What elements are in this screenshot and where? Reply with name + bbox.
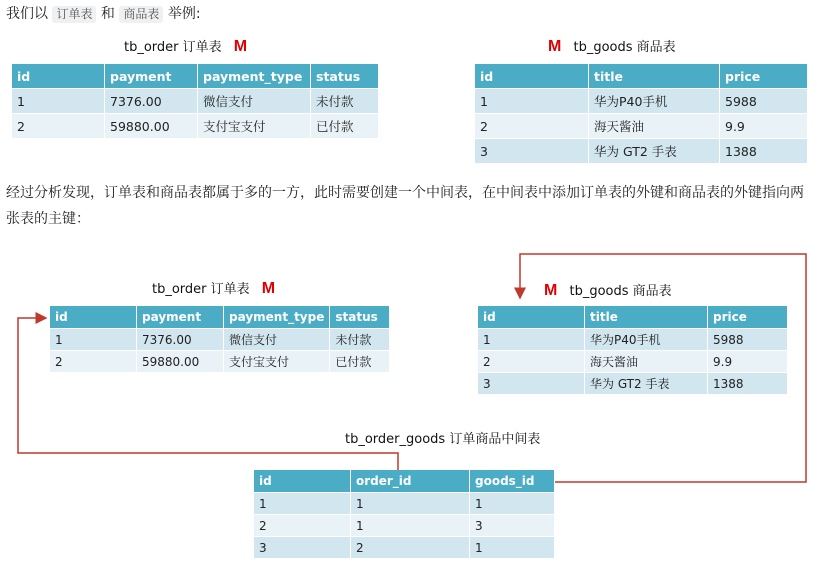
table-cell: 1 xyxy=(351,493,470,515)
table-cell: 3 xyxy=(475,139,589,164)
table-cell: 华为P40手机 xyxy=(589,89,720,114)
table-cell: 7376.00 xyxy=(137,329,224,351)
table-cell: 1388 xyxy=(720,139,808,164)
table-cell: 2 xyxy=(254,515,351,537)
code-goods-table: 商品表 xyxy=(119,6,163,23)
table-cell: 9.9 xyxy=(708,351,788,373)
column-header: status xyxy=(311,64,379,89)
table-cell: 1388 xyxy=(708,373,788,395)
table-cell: 2 xyxy=(50,351,137,373)
table-row xyxy=(478,329,788,351)
table-cell: 华为P40手机 xyxy=(585,329,708,351)
table-cell: 3 xyxy=(470,515,555,537)
table-row xyxy=(478,373,788,395)
table-cell: 1 xyxy=(351,515,470,537)
table-cell: 7376.00 xyxy=(105,89,198,114)
table-cell: 已付款 xyxy=(311,114,379,139)
m-label: M xyxy=(261,280,276,297)
column-header: payment_type xyxy=(198,64,311,89)
column-header: goods_id xyxy=(470,470,555,493)
table-row xyxy=(254,515,555,537)
table-cell: 3 xyxy=(254,537,351,559)
table-row xyxy=(50,351,390,373)
column-header: price xyxy=(720,64,808,89)
column-header: id xyxy=(254,470,351,493)
column-header: id xyxy=(50,306,137,329)
column-header: payment xyxy=(137,306,224,329)
table-cell: 微信支付 xyxy=(224,329,330,351)
table-cell: 微信支付 xyxy=(198,89,311,114)
table-cell: 2 xyxy=(475,114,589,139)
table-cell: 1 xyxy=(475,89,589,114)
order-goods-table-caption: tb_order_goods 订单商品中间表 xyxy=(345,432,541,447)
table-header-row xyxy=(50,306,390,329)
table-header-row xyxy=(478,306,788,329)
column-header: id xyxy=(475,64,589,89)
column-header: status xyxy=(330,306,390,329)
order-goods-table xyxy=(254,470,555,558)
table-cell: 9.9 xyxy=(720,114,808,139)
table-row xyxy=(254,537,555,559)
table-cell: 已付款 xyxy=(330,351,390,373)
intro-suffix: 举例: xyxy=(167,6,201,22)
intro-and: 和 xyxy=(100,6,115,22)
table-cell: 1 xyxy=(478,329,585,351)
table-row xyxy=(254,493,555,515)
explanation-paragraph: 经过分析发现，订单表和商品表都属于多的一方，此时需要创建一个中间表，在中间表中添加订单表的外键和商品表的外键指向两张表的主键： xyxy=(6,185,804,227)
goods-table-diagram xyxy=(478,306,788,394)
goods-table-caption-top: M tb_goods 商品表 xyxy=(548,38,676,55)
table-cell: 2 xyxy=(12,114,105,139)
order-table-caption-diagram: tb_order 订单表 M xyxy=(152,280,276,297)
table-cell: 支付宝支付 xyxy=(224,351,330,373)
table-cell: 未付款 xyxy=(330,329,390,351)
table-cell: 5988 xyxy=(720,89,808,114)
table-cell: 海天酱油 xyxy=(585,351,708,373)
column-header: id xyxy=(478,306,585,329)
table-cell: 华为 GT2 手表 xyxy=(589,139,720,164)
column-header: id xyxy=(12,64,105,89)
table-cell: 59880.00 xyxy=(105,114,198,139)
table-row xyxy=(50,329,390,351)
table-cell: 1 xyxy=(470,493,555,515)
table-cell: 2 xyxy=(351,537,470,559)
order-table-caption-top: tb_order 订单表 M xyxy=(124,38,248,55)
table-cell: 1 xyxy=(12,89,105,114)
table-cell: 支付宝支付 xyxy=(198,114,311,139)
table-cell: 2 xyxy=(478,351,585,373)
order-table-diagram xyxy=(50,306,390,372)
column-header: title xyxy=(589,64,720,89)
column-header: price xyxy=(708,306,788,329)
table-cell: 1 xyxy=(470,537,555,559)
m-label: M xyxy=(548,38,562,55)
table-cell: 海天酱油 xyxy=(589,114,720,139)
table-header-row xyxy=(254,470,555,493)
column-header: order_id xyxy=(351,470,470,493)
m-label: M xyxy=(544,282,558,299)
table-cell: 1 xyxy=(50,329,137,351)
table-cell: 3 xyxy=(478,373,585,395)
goods-table-caption-diagram: M tb_goods 商品表 xyxy=(544,282,672,299)
table-cell: 未付款 xyxy=(311,89,379,114)
column-header: payment_type xyxy=(224,306,330,329)
table-cell: 5988 xyxy=(708,329,788,351)
table-cell: 59880.00 xyxy=(137,351,224,373)
table-cell: 华为 GT2 手表 xyxy=(585,373,708,395)
code-order-table: 订单表 xyxy=(52,6,96,23)
intro-prefix: 我们以 xyxy=(6,6,48,22)
table-row xyxy=(478,351,788,373)
m-label: M xyxy=(233,38,248,55)
table-cell: 1 xyxy=(254,493,351,515)
column-header: payment xyxy=(105,64,198,89)
column-header: title xyxy=(585,306,708,329)
